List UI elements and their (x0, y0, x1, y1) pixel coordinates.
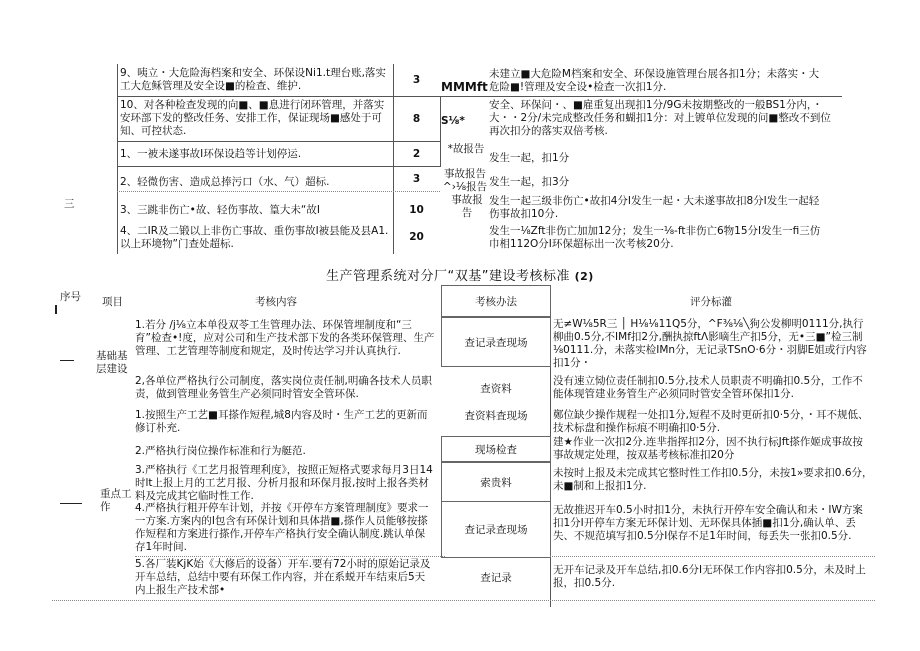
table-border (117, 96, 842, 97)
row-method: 查资料 (480, 382, 512, 395)
section-item: 基础基层建设 (96, 350, 128, 375)
row-content: 2.严格执行岗位操作标准和行为艇范. (135, 445, 306, 457)
row-standard: 鄭位缺少操作规程一处扣1分,短程不及时更斫扣0·5分，・耳不规低、技术标盘和操作标痕不明确扣0·5分. (553, 409, 869, 434)
table-border (550, 556, 875, 557)
row-score: 20 (409, 231, 424, 243)
row-method: S⅛* (441, 115, 465, 127)
table-border (52, 600, 875, 601)
table-border (135, 556, 445, 557)
row-method: 查记录查现场 (441, 317, 551, 367)
row-standard: 没有速立恸位责任制扣0.5分,技术人员职责不明确扣0.5分，工作不能体现管建业务管生产必须同时管安全管环保扣1分. (553, 375, 863, 400)
row-content: 4.严格执行粗开停车计划，并按《开停车方案管理制度》要求一一方案.方案内的I包含有环保计划和具体措■,搽作人员能够按搽作短程和方案进行搽作,开停车产格执行安全确认制度.跳认单保存1年时间. (135, 502, 429, 553)
row-method: MMMft (441, 80, 488, 94)
row-method: 查记录 (480, 571, 512, 584)
row-content: 9、咦立・大危险海档案和安全、环保设Ni1.t理台账,落实工大危稣管理及安全设■的检查、维护. (120, 67, 386, 92)
row-content: 3、三跳非伤亡•故、轻伤事故、篁大未“故I (120, 204, 320, 216)
row-score: 2 (412, 148, 421, 160)
section-seq-dash (60, 360, 74, 361)
row-content: 1.按照生产工艺■耳搽作短程,城8内容及时・生产工艺的更新而修订朴充. (135, 409, 428, 434)
header-method: 考核办法 (441, 285, 551, 317)
header-content: 考核内容 (255, 296, 297, 308)
table-title (326, 265, 594, 284)
row-standard: 安全、环保问・、■雇重复出现扣1分/9G未按期整改的一般BS1分内，・大・・2分/未完成整改任务和蝴扣1分：对上镀单位发现的问■整改不到位再次扣分的落实双倍考核. (489, 99, 831, 137)
row-content: 4、二IR及二锻以上非伤亡事故、重伤事故I被县能及县A1.以上环境物”门查处超标. (120, 225, 389, 250)
row-method: 现场检査 (441, 436, 551, 462)
row-method: *故报告 (447, 143, 485, 155)
row-standard: 未建立■大危险M档案和安全、环保设施管理台展各扣1分；未落实・大危险■!管理及安全设•检查一次扣1分. (489, 68, 820, 93)
row-content: 2、轻微伤害、造成总捧污口（水、气）超标. (120, 176, 330, 188)
row-score: 3 (412, 74, 421, 86)
table-border (117, 166, 440, 167)
row-standard: 无故推迟开车0.5小时扣1分，未执行开停车安全确认和未・IW方案扣1分I开停车方案无环保计划、无环保具体插■扣1分,确认单、丢失、不规范填写扣0.5分I保存不足1年时间，每丢失一张扣0.5分. (553, 504, 863, 542)
row-content: 2,各单位严格执行公司制度，落实岗位责任制,明确各技术人员职责，做到管理业务管生产必须同时管安全管环保. (135, 375, 432, 400)
row-method: 査资料査现场 (464, 409, 528, 422)
table-border (117, 64, 118, 254)
table-border (117, 141, 440, 142)
row-content: 5.各厂装KjK始《大修后的设备）开车.要有72小时的原始记录及开车总结，总结中要有环保工作内容，并在系蜕开车结束后5天内上报生产技术部• (135, 558, 431, 596)
row-standard: 未按时上报及未完成其它整时性工作扣0.5分，未按1»要求扣0.6分，未■制和上报扣1分. (553, 467, 873, 492)
table-title-suffix: (2) (574, 270, 594, 283)
row-standard: 发生一起，扣3分 (489, 176, 570, 188)
row-content: 10、对各种检查发现的向■、■息进行闭环管理，并落实安环部下发的整改任务、安排工作，保证现场■感处于可知、可控状态. (120, 99, 385, 137)
seq-marker (55, 305, 57, 314)
row-standard: 发生一⅛Zft非伤亡加加12分；发生一⅛-ft非伤亡6物15分I发生一fi三仿巾相112O分I环保超标出一次考核20分. (489, 225, 821, 250)
row-method: 事故报告^›⅛报告 (442, 168, 488, 193)
table-border (440, 97, 441, 167)
row-score: 8 (412, 113, 421, 125)
header-item: 项目 (102, 296, 123, 308)
row-score: 10 (409, 204, 424, 216)
row-standard: 建★作业一次扣2分.连芈指挥扣2分，因不执行标Jft搽作姬成事故按事故规定处理，按双基考核标准扣20分 (553, 436, 863, 461)
section-number: 三 (64, 198, 75, 210)
row-standard: 发生一起，扣1分 (489, 152, 570, 164)
header-seq: 序号 (60, 291, 81, 303)
header-standard: 评分标灌 (690, 296, 732, 308)
row-standard: 无≠W⅛5R三 │ H⅛⅛11Q5分，^F⅜⅛╲狗公发柳明0111分,执行柳曲0.5分,不IMf扣2分,酬执掠ftΛ影嘀生产扣5分，无•三■”检三制⅛0111.分，未落实检IMn分，无记录TSnO·6分・羽脚E姐或行内容扣1分・ (553, 318, 867, 369)
row-standard: 无开车记录及开车总结,扣0.6分I无环保工作内容扣0.5分，未及时上报，扣0.5分. (553, 564, 866, 589)
row-content: 1、一被未遂事故I环保设趋等计划停运. (120, 148, 302, 160)
row-method: 事故报告 (451, 194, 483, 219)
row-content: 3.严格执行《工艺月报管理利度》，按照正短格式要求每月3日14时lt上报上月的工艺月报、分析月报和环保月报,按时上报各类材料及完成其它临时性工作. (135, 464, 433, 502)
table-border (117, 191, 440, 192)
table-title-text: 生产管理系统对分厂“双基”建设考核标准 (326, 269, 570, 284)
row-score: 3 (412, 173, 421, 185)
section-item: 重点工作 (100, 488, 132, 513)
row-method: 索贵料 (441, 462, 551, 502)
row-method: 查记录查现场 (441, 501, 551, 558)
section-seq-dash (60, 503, 82, 504)
row-standard: 发生一起三级非伤亡•故扣4分I发生一起・大未遂事故扣8分I发生一起轻伤事故扣10分. (489, 195, 820, 220)
row-content: 1.若分 /j⅛立本单役双苓工生管理办法、环保管埋制度和“三育”检查•!度，应对公司和生产技术部下发的各类环保管理、生产管理、工艺管理等制度和规定，及时传达学习并认真执行. (135, 319, 435, 357)
